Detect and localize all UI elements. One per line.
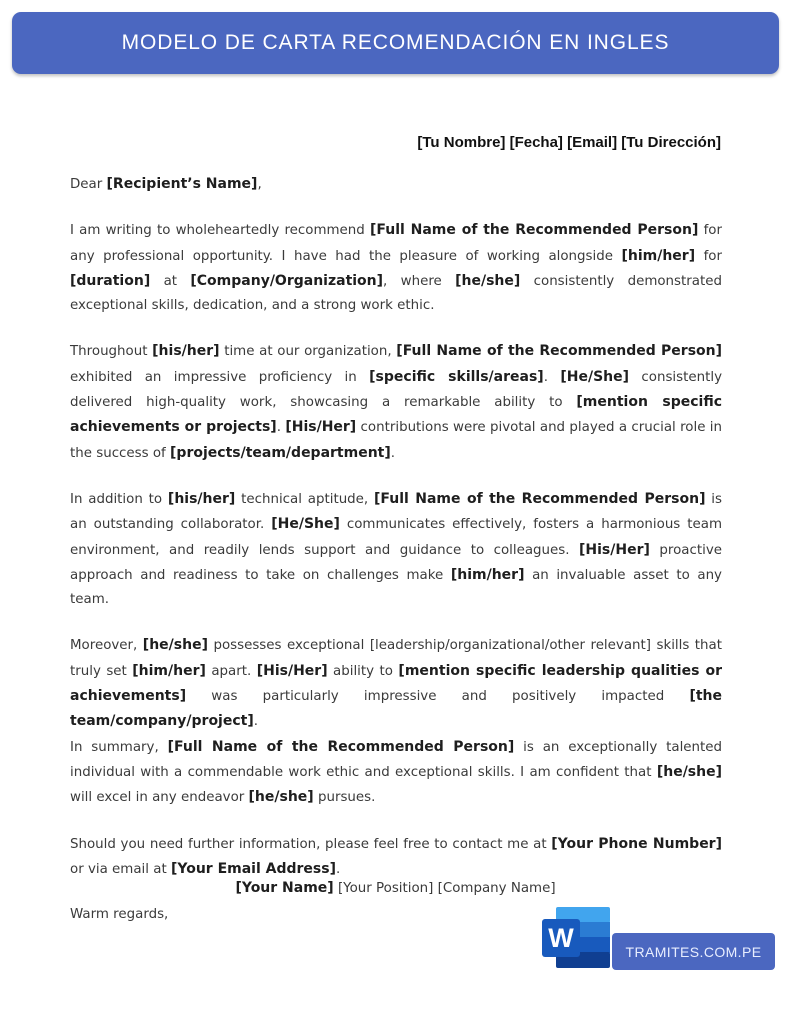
text: or via email at bbox=[70, 861, 171, 877]
word-icon-letter: W bbox=[548, 923, 574, 953]
text: is an exceptionally talented individual with a commendable work ethic and exceptional skills. I am confident that bbox=[70, 739, 723, 780]
signature-name: [Your Name] bbox=[235, 880, 334, 896]
placeholder: [his/her] bbox=[152, 343, 220, 360]
placeholder: [he/she] bbox=[142, 637, 208, 654]
text: consistently delivered high-quality work, showcasing a remarkable ability to bbox=[70, 369, 723, 411]
recipient-name: [Recipient’s Name] bbox=[106, 176, 258, 192]
text: pursues. bbox=[313, 790, 376, 806]
text: time at our organization, bbox=[219, 344, 397, 360]
text: , where bbox=[383, 273, 456, 289]
text: for bbox=[695, 248, 722, 264]
placeholder: [duration] bbox=[70, 272, 151, 289]
text: I am writing to wholeheartedly recommend bbox=[70, 223, 370, 239]
letter-body bbox=[70, 172, 722, 927]
brand-badge[interactable]: TRAMITES.COM.PE bbox=[612, 933, 775, 970]
text: communicates effectively, fosters a harmonious team environment, and readily lends support and guidance to colleagues. bbox=[70, 517, 722, 558]
text: . bbox=[543, 369, 561, 385]
text: apart. bbox=[205, 663, 257, 679]
paragraph-1 bbox=[70, 218, 722, 318]
text: contributions were pivotal and played a crucial role in the success of bbox=[70, 420, 723, 461]
text: for any professional opportunity. I have had the pleasure of working alongside bbox=[70, 223, 723, 264]
placeholder: [Full Name of the Recommended Person] bbox=[374, 490, 706, 507]
text: . bbox=[390, 445, 396, 461]
text: proactive approach and readiness to take on challenges make bbox=[70, 542, 722, 583]
paragraph-5 bbox=[70, 735, 722, 811]
text: . bbox=[253, 714, 259, 730]
signature-line bbox=[0, 880, 791, 896]
placeholder: [mention specific leadership qualities or achievements] bbox=[70, 662, 722, 705]
placeholder: [He/She] bbox=[271, 516, 340, 533]
paragraph-2 bbox=[70, 339, 722, 465]
placeholder: [he/she] bbox=[656, 763, 722, 780]
text: consistently demonstrated exceptional skills, dedication, and a strong work ethic. bbox=[70, 273, 722, 314]
greeting-suffix: , bbox=[257, 177, 262, 192]
placeholder: [the team/company/project] bbox=[70, 688, 722, 730]
greeting-prefix: Dear bbox=[70, 177, 107, 192]
closing: Warm regards, bbox=[70, 907, 169, 923]
placeholder: [Company/Organization] bbox=[190, 272, 384, 289]
placeholder: [him/her] bbox=[132, 662, 206, 679]
text: was particularly impressive and positively impacted bbox=[186, 689, 690, 705]
text: technical aptitude, bbox=[235, 491, 374, 507]
text: Moreover, bbox=[70, 638, 143, 654]
text: exhibited an impressive proficiency in bbox=[70, 369, 370, 385]
text: Throughout bbox=[70, 344, 153, 360]
paragraph-3 bbox=[70, 487, 722, 612]
placeholder: [mention specific achievements or projects] bbox=[70, 394, 722, 436]
placeholder: [specific skills/areas] bbox=[369, 368, 544, 385]
sender-info: [Tu Nombre] [Fecha] [Email] [Tu Dirección] bbox=[417, 134, 721, 151]
text: In summary, bbox=[70, 739, 168, 755]
paragraph-6 bbox=[70, 832, 722, 883]
placeholder: [His/Her] bbox=[285, 419, 357, 436]
text: at bbox=[150, 273, 191, 289]
text: possesses exceptional [leadership/organizational/other relevant] skills that truly set bbox=[70, 638, 722, 679]
placeholder: [Full Name of the Recommended Person] bbox=[396, 343, 723, 360]
placeholder: [he/she] bbox=[455, 272, 521, 289]
placeholder: [Your Phone Number] bbox=[551, 835, 722, 852]
placeholder: [His/Her] bbox=[256, 662, 328, 679]
greeting bbox=[70, 172, 722, 197]
placeholder: [he/she] bbox=[248, 789, 314, 806]
placeholder: [His/Her] bbox=[579, 541, 650, 558]
placeholder: [his/her] bbox=[167, 490, 236, 507]
text: is an outstanding collaborator. bbox=[70, 491, 722, 533]
placeholder: [Your Email Address] bbox=[170, 860, 336, 877]
signature-details: [Your Position] [Company Name] bbox=[333, 881, 556, 896]
placeholder: [Full Name of the Recommended Person] bbox=[369, 222, 699, 239]
placeholder: [Full Name of the Recommended Person] bbox=[167, 738, 515, 755]
word-icon bbox=[540, 905, 614, 971]
placeholder: [projects/team/department] bbox=[170, 444, 391, 461]
text: ability to bbox=[327, 663, 399, 679]
title-banner bbox=[12, 12, 779, 74]
text: . bbox=[276, 420, 286, 436]
placeholder: [him/her] bbox=[621, 247, 696, 264]
placeholder: [him/her] bbox=[450, 566, 525, 583]
page-title: MODELO DE CARTA RECOMENDACIÓN EN INGLES bbox=[121, 31, 670, 54]
placeholder: [He/She] bbox=[560, 368, 630, 385]
text: Should you need further information, please feel free to contact me at bbox=[70, 836, 552, 852]
text: will excel in any endeavor bbox=[70, 790, 249, 806]
text: . bbox=[336, 861, 341, 877]
text: an invaluable asset to any team. bbox=[70, 567, 722, 608]
text: In addition to bbox=[70, 491, 168, 507]
paragraph-4 bbox=[70, 633, 722, 734]
